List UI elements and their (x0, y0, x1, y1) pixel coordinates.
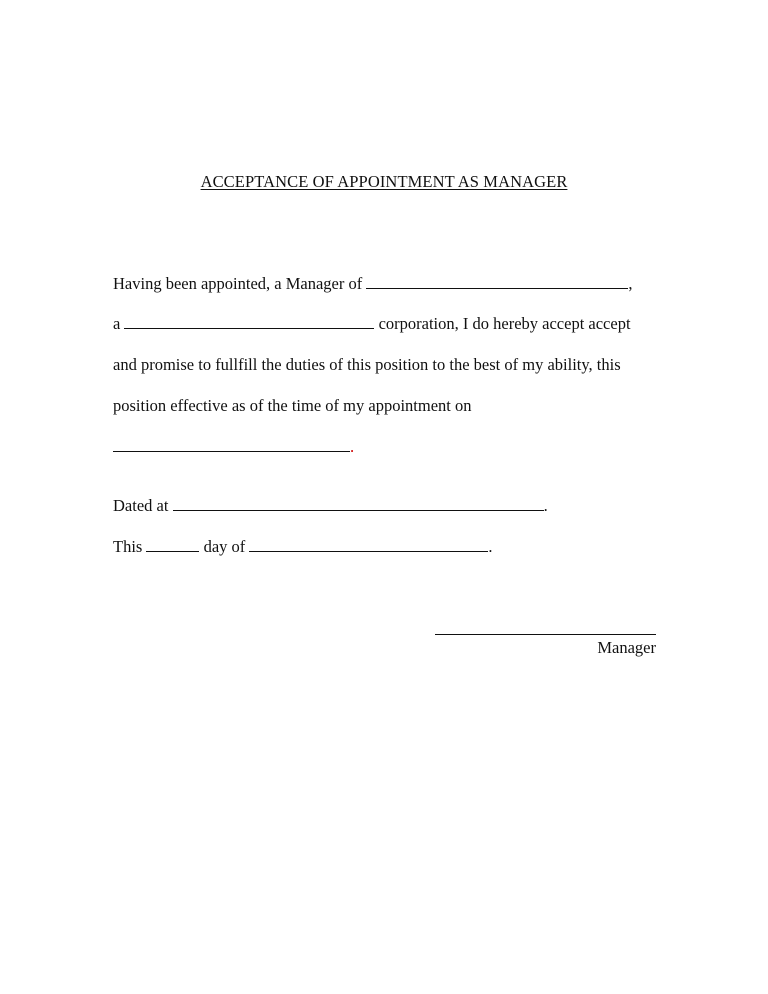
day-of-label: day of (199, 537, 250, 556)
appointment-date-blank[interactable] (113, 437, 350, 452)
month-year-blank[interactable] (249, 537, 488, 552)
line2-start: a (113, 314, 125, 333)
line2-text: corporation, I do hereby accept accept (374, 314, 631, 333)
signature-line[interactable] (435, 634, 656, 635)
document-title: ACCEPTANCE OF APPOINTMENT AS MANAGER (200, 172, 568, 191)
this-day-line (113, 537, 493, 557)
signature-label: Manager (597, 638, 656, 657)
dated-period: . (543, 496, 548, 515)
paragraph-line-1 (113, 274, 633, 294)
paragraph-line-3: and promise to fullfill the duties of this position to the best of my ability, this (113, 355, 621, 374)
paragraph-line-2 (113, 314, 631, 334)
company-name-blank[interactable] (366, 274, 628, 289)
line1-comma: , (628, 274, 633, 293)
dated-label: Dated at (113, 496, 173, 515)
paragraph-line-5 (113, 437, 354, 457)
day-blank[interactable] (146, 537, 199, 552)
state-blank[interactable] (124, 314, 374, 329)
dated-line (113, 496, 548, 516)
this-label: This (113, 537, 147, 556)
this-day-period: . (488, 537, 493, 556)
line1-text: Having been appointed, a Manager of (113, 274, 367, 293)
line5-period: . (350, 437, 355, 456)
paragraph-line-4: position effective as of the time of my appointment on (113, 396, 472, 415)
dated-location-blank[interactable] (173, 496, 544, 511)
